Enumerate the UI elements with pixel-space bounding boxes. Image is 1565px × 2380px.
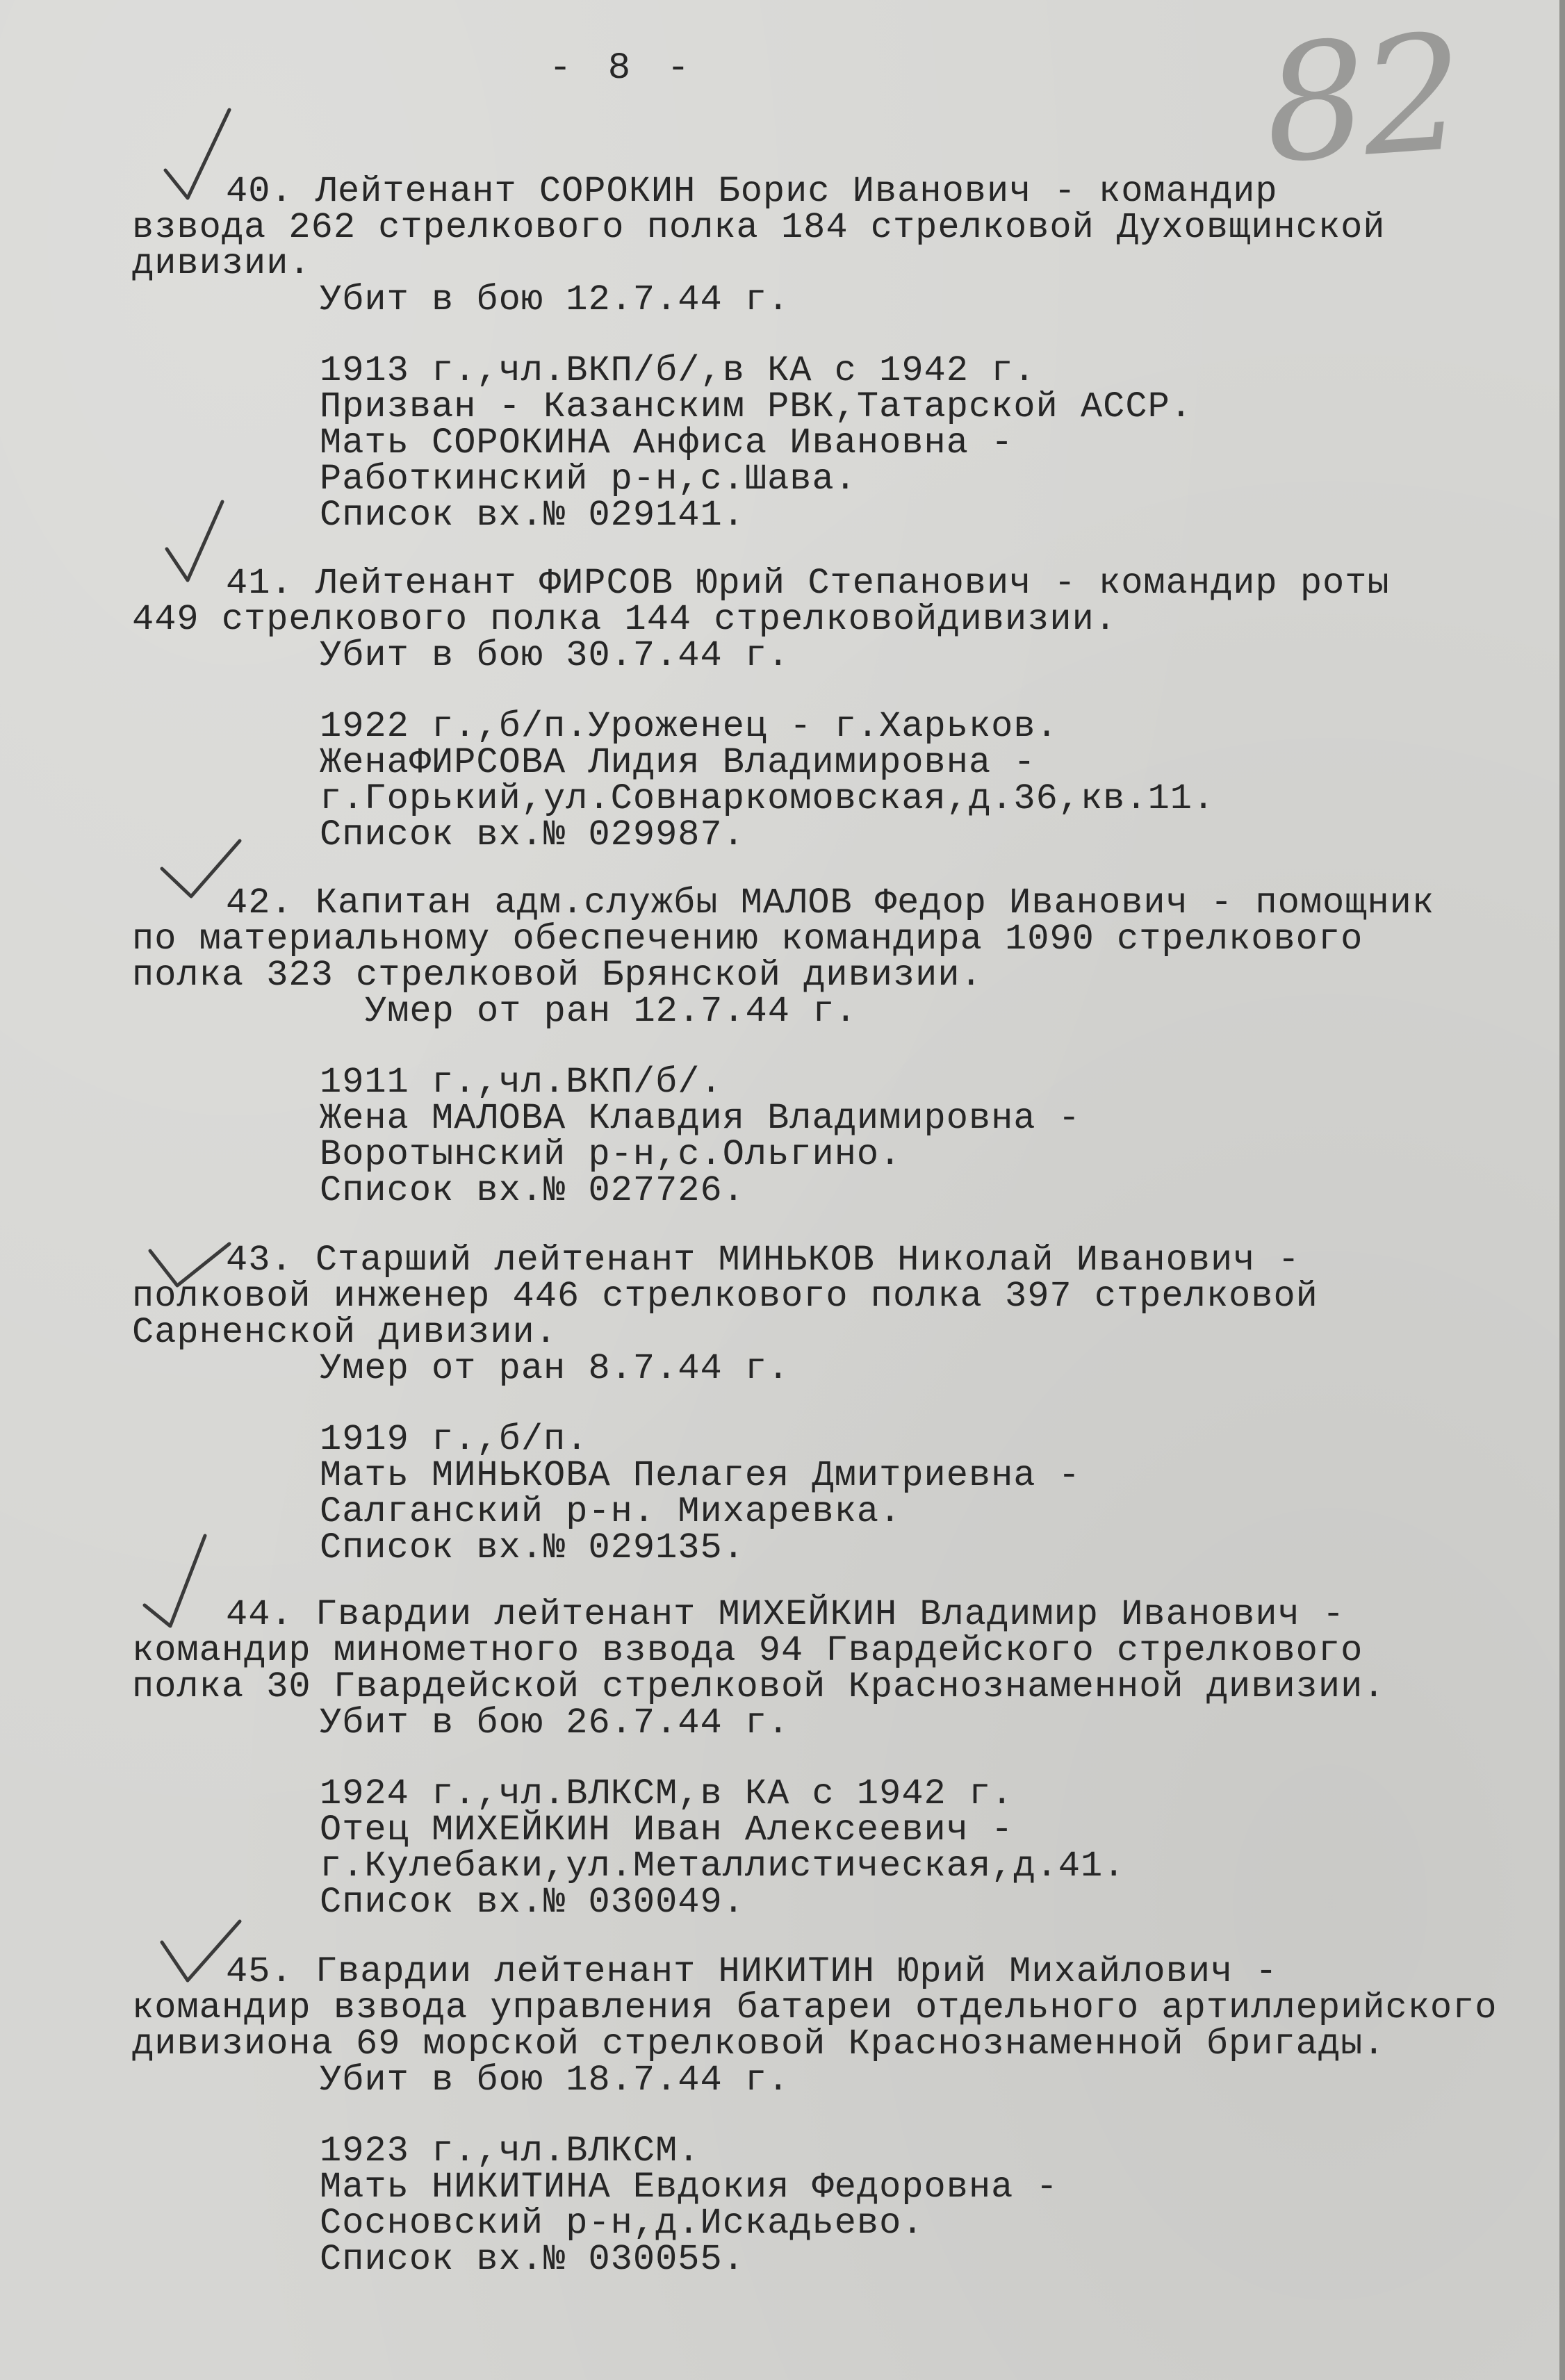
checkmark-icon (139, 1529, 215, 1633)
entry-line: 1924 г.,чл.ВЛКСМ,в КА с 1942 г. (320, 1773, 1014, 1814)
entry-line: командир минометного взвода 94 Гвардейского стрелкового (132, 1630, 1363, 1671)
entry-line: полка 323 стрелковой Брянской дивизии. (132, 955, 983, 996)
entry-line: Умер от ран 12.7.44 г. (365, 991, 858, 1032)
entry-line: 45. Гвардии лейтенант НИКИТИН Юрий Михайлович - (226, 1951, 1278, 1992)
entry-line: 1913 г.,чл.ВКП/б/,в КА с 1942 г. (320, 350, 1036, 391)
entry-line: Салганский р-н. Михаревка. (320, 1491, 902, 1532)
entry-line: Воротынский р-н,с.Ольгино. (320, 1134, 902, 1175)
entry-line: 1922 г.,б/п.Уроженец - г.Харьков. (320, 706, 1058, 747)
entry-line: Работкинский р-н,с.Шава. (320, 459, 857, 500)
page-number: - 8 - (549, 47, 697, 90)
entry-line: Мать МИНЬКОВА Пелагея Дмитриевна - (320, 1455, 1081, 1496)
entry-line: 40. Лейтенант СОРОКИН Борис Иванович - командир (226, 171, 1278, 212)
entry-line: 43. Старший лейтенант МИНЬКОВ Николай Иванович - (226, 1240, 1300, 1281)
entry-line: Список вх.№ 029141. (320, 495, 745, 536)
entry-line: по материальному обеспечению командира 1090 стрелкового (132, 919, 1363, 960)
archive-page-number: 82 (1259, 0, 1466, 199)
entry-line: Список вх.№ 027726. (320, 1170, 745, 1211)
entry-line: Список вх.№ 029987. (320, 814, 745, 855)
entry-line: полковой инженер 446 стрелкового полка 397 стрелковой (132, 1276, 1318, 1317)
entry-line: 41. Лейтенант ФИРСОВ Юрий Степанович - командир роты (226, 563, 1390, 604)
entry-line: 1923 г.,чл.ВЛКСМ. (320, 2131, 700, 2172)
entry-line: г.Горький,ул.Совнаркомовская,д.36,кв.11. (320, 778, 1215, 819)
entry-line: дивизии. (132, 243, 311, 284)
entry-line: Убит в бою 18.7.44 г. (320, 2060, 790, 2101)
entry-line: ЖенаФИРСОВА Лидия Владимировна - (320, 742, 1036, 783)
entry-line: Убит в бою 26.7.44 г. (320, 1702, 790, 1743)
entry-line: 449 стрелкового полка 144 стрелковойдивизии. (132, 599, 1117, 640)
entry-line: Список вх.№ 029135. (320, 1527, 745, 1568)
entry-line: дивизиона 69 морской стрелковой Краснознаменной бригады. (132, 2024, 1386, 2065)
entry-line: Умер от ран 8.7.44 г. (320, 1348, 790, 1389)
page-edge-shadow (1559, 0, 1565, 2380)
entry-line: Список вх.№ 030055. (320, 2239, 745, 2280)
entry-line: полка 30 Гвардейской стрелковой Краснознаменной дивизии. (132, 1666, 1386, 1707)
entry-line: Отец МИХЕЙКИН Иван Алексеевич - (320, 1809, 1014, 1850)
entry-line: Призван - Казанским РВК,Татарской АССР. (320, 386, 1193, 427)
entry-line: Сарненской дивизии. (132, 1312, 557, 1353)
entry-line: 42. Капитан адм.службы МАЛОВ Федор Иванович - помощник (226, 883, 1435, 924)
entry-line: г.Кулебаки,ул.Металлистическая,д.41. (320, 1846, 1126, 1887)
entry-line: Убит в бою 12.7.44 г. (320, 279, 790, 320)
entry-line: командир взвода управления батареи отдельного артиллерийского (132, 1987, 1498, 2028)
entry-line: Сосновский р-н,д.Искадьево. (320, 2203, 924, 2244)
entry-line: 44. Гвардии лейтенант МИХЕЙКИН Владимир Иванович - (226, 1594, 1345, 1635)
entry-line: Мать СОРОКИНА Анфиса Ивановна - (320, 422, 1014, 463)
entry-line: 1919 г.,б/п. (320, 1419, 589, 1460)
entry-line: Убит в бою 30.7.44 г. (320, 635, 790, 676)
entry-line: 1911 г.,чл.ВКП/б/. (320, 1062, 723, 1103)
entry-line: Мать НИКИТИНА Евдокия Федоровна - (320, 2167, 1058, 2208)
entry-line: взвода 262 стрелкового полка 184 стрелковой Духовщинской (132, 207, 1386, 248)
entry-line: Список вх.№ 030049. (320, 1882, 745, 1923)
entry-line: Жена МАЛОВА Клавдия Владимировна - (320, 1098, 1081, 1139)
